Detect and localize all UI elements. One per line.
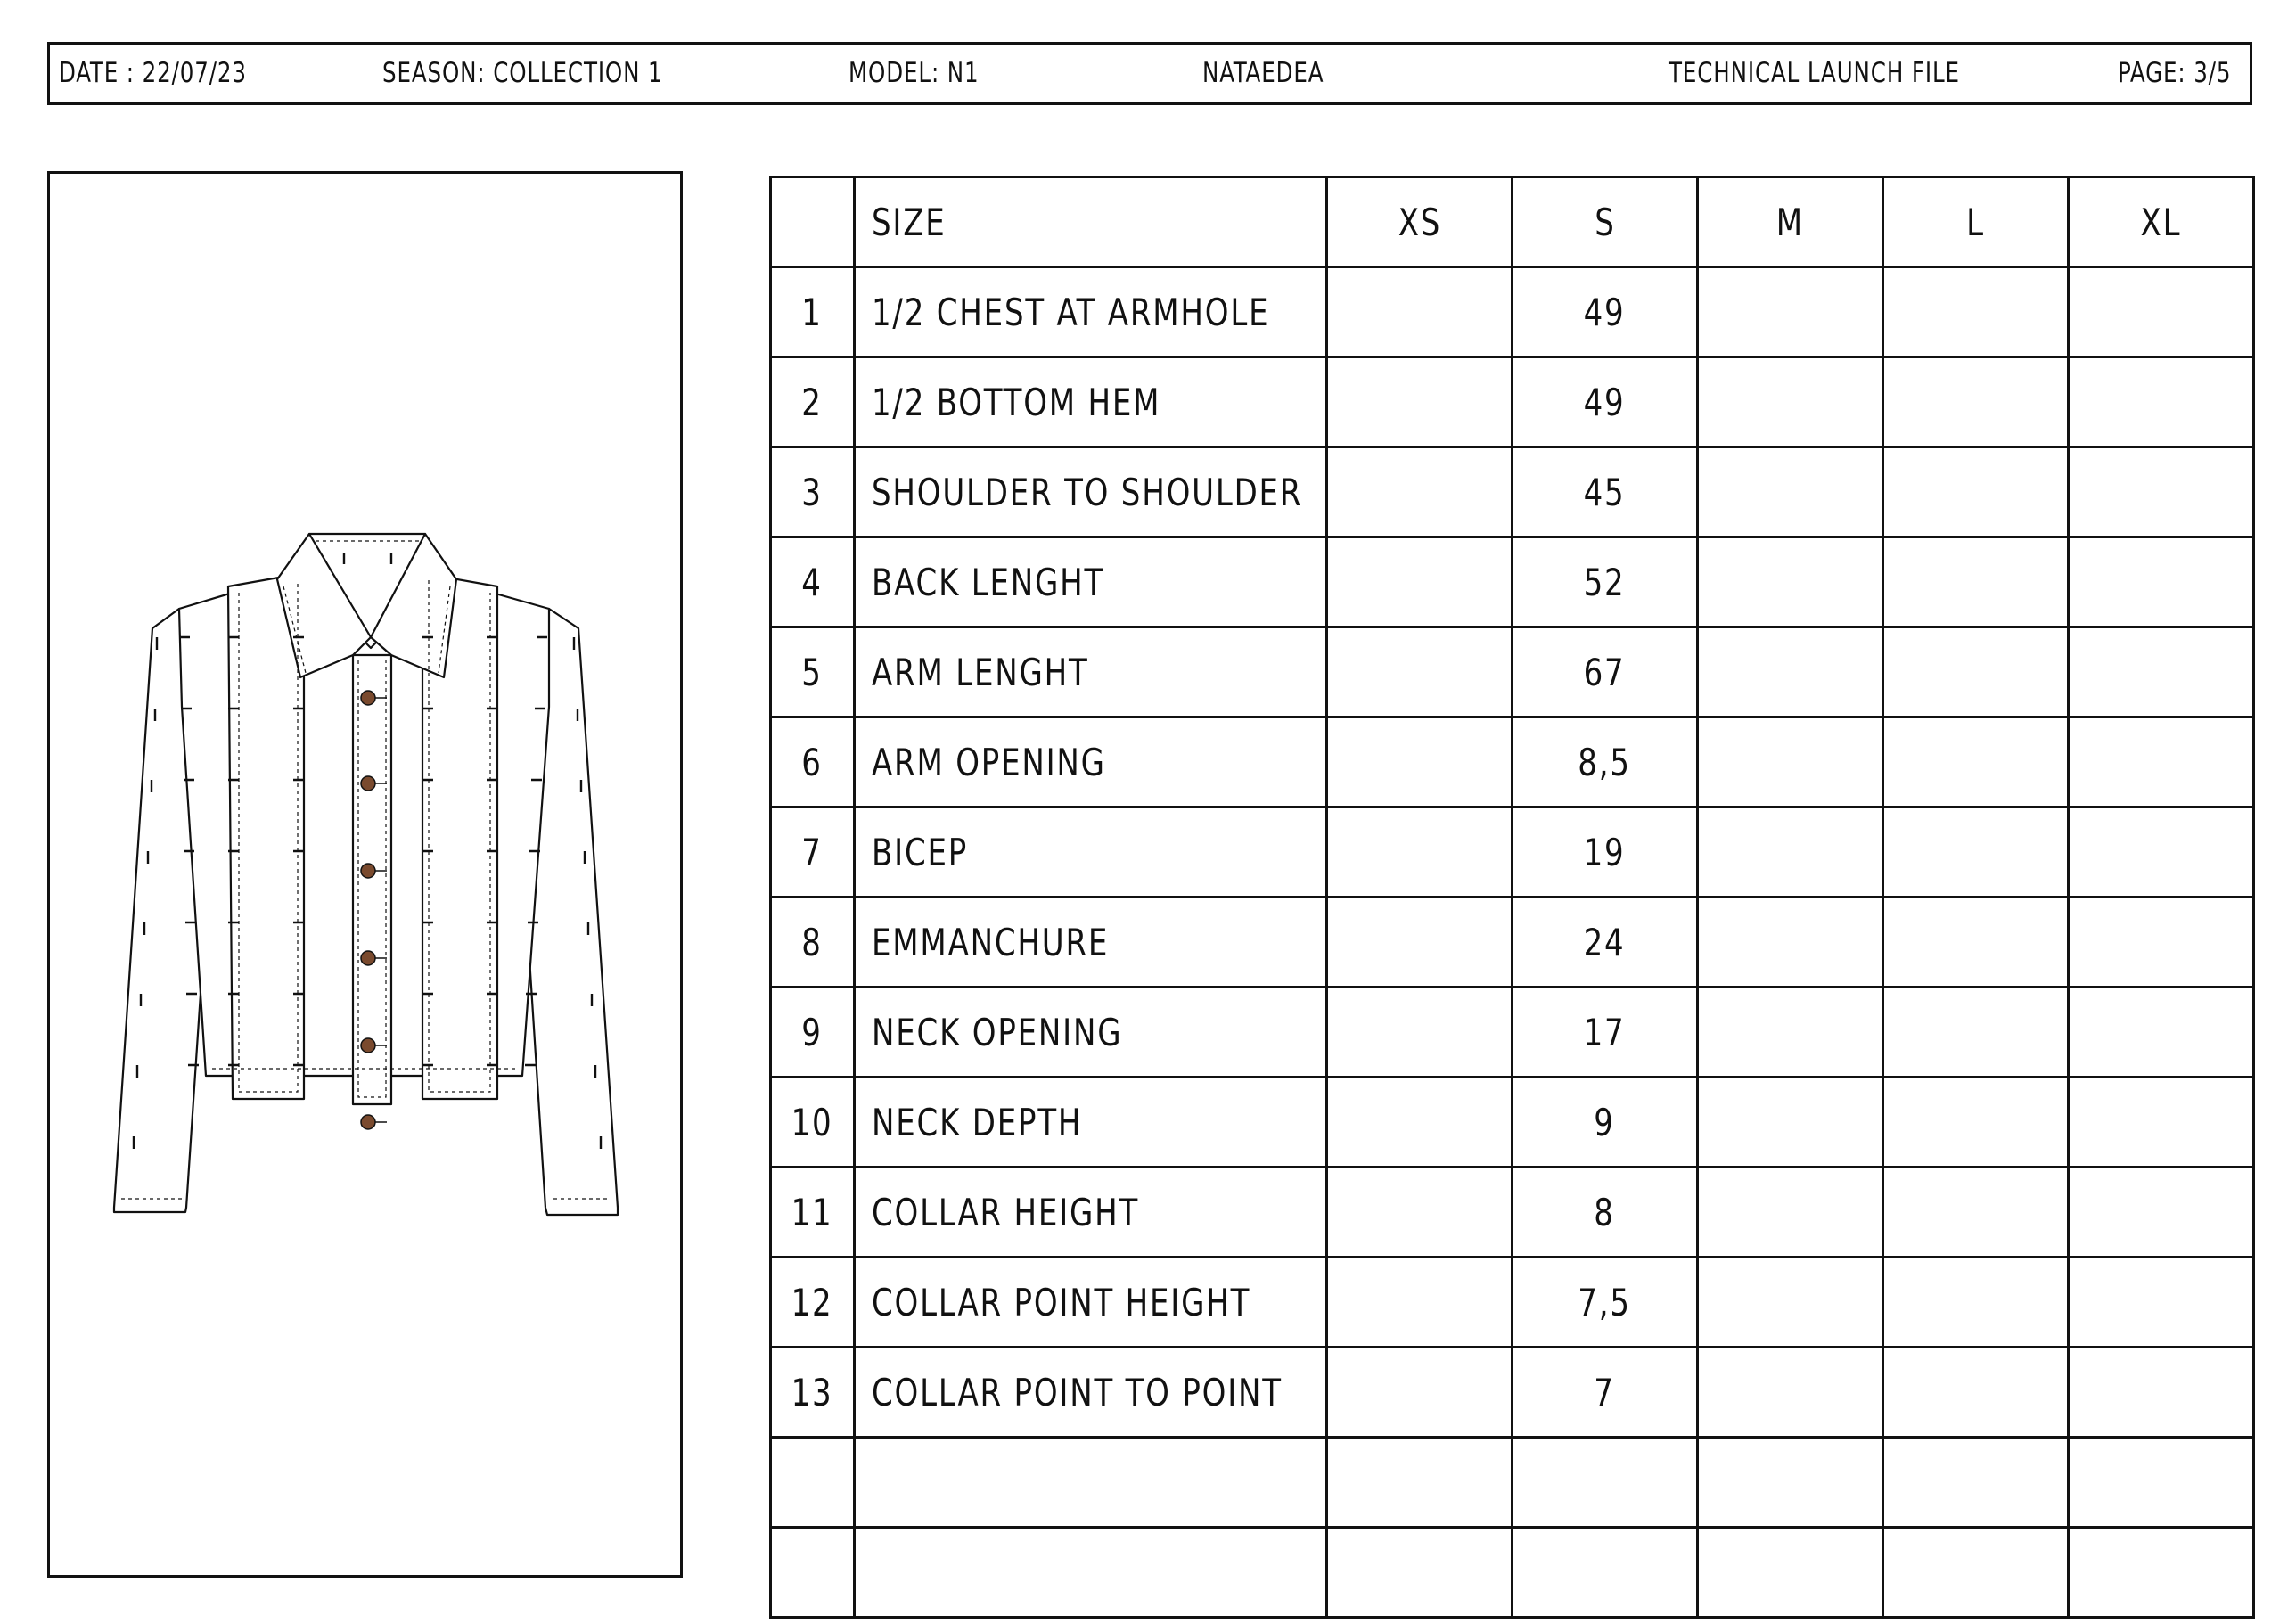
value-cell-m bbox=[1698, 1438, 1883, 1528]
header-model: MODEL: N1 bbox=[849, 57, 980, 89]
value-cell-l bbox=[1883, 1258, 2069, 1348]
value-cell-xl bbox=[2069, 717, 2254, 807]
row-number bbox=[771, 1438, 855, 1528]
value-cell-xl bbox=[2069, 537, 2254, 627]
value-cell-s: 49 bbox=[1513, 267, 1698, 357]
table-row bbox=[771, 357, 2254, 447]
value-cell-xl bbox=[2069, 988, 2254, 1078]
value-cell-l bbox=[1883, 537, 2069, 627]
table-row bbox=[771, 447, 2254, 537]
measurement-label: SHOULDER TO SHOULDER bbox=[855, 447, 1327, 537]
value-cell-l bbox=[1883, 447, 2069, 537]
value-cell-xl bbox=[2069, 267, 2254, 357]
value-cell-s bbox=[1513, 1528, 1698, 1618]
button-icon bbox=[361, 1038, 375, 1053]
row-number: 13 bbox=[771, 1348, 855, 1438]
value-cell-s: 67 bbox=[1513, 627, 1698, 717]
value-cell-xs bbox=[1327, 717, 1513, 807]
value-cell-s: 19 bbox=[1513, 807, 1698, 898]
value-cell-l bbox=[1883, 898, 2069, 988]
value-cell-s: 17 bbox=[1513, 988, 1698, 1078]
measurement-label bbox=[855, 1528, 1327, 1618]
measurement-label bbox=[855, 1438, 1327, 1528]
value-cell-s: 7 bbox=[1513, 1348, 1698, 1438]
table-row bbox=[771, 267, 2254, 357]
value-cell-xs bbox=[1327, 1528, 1513, 1618]
row-number: 10 bbox=[771, 1078, 855, 1168]
measurement-label: NECK DEPTH bbox=[855, 1078, 1327, 1168]
button-icon bbox=[361, 776, 375, 791]
button-icon bbox=[361, 951, 375, 965]
value-cell-xs bbox=[1327, 1348, 1513, 1438]
row-number: 9 bbox=[771, 988, 855, 1078]
left-front-panel bbox=[228, 573, 304, 1099]
table-row bbox=[771, 988, 2254, 1078]
value-cell-xs bbox=[1327, 1438, 1513, 1528]
value-cell-l bbox=[1883, 1438, 2069, 1528]
value-cell-l bbox=[1883, 1078, 2069, 1168]
header-season: SEASON: COLLECTION 1 bbox=[382, 57, 663, 89]
value-cell-s bbox=[1513, 1438, 1698, 1528]
value-cell-m bbox=[1698, 988, 1883, 1078]
measurement-label: COLLAR POINT HEIGHT bbox=[855, 1258, 1327, 1348]
value-cell-xl bbox=[2069, 1078, 2254, 1168]
value-cell-xl bbox=[2069, 1348, 2254, 1438]
row-number: 2 bbox=[771, 357, 855, 447]
value-cell-l bbox=[1883, 267, 2069, 357]
row-number: 3 bbox=[771, 447, 855, 537]
value-cell-m bbox=[1698, 627, 1883, 717]
table-row bbox=[771, 1438, 2254, 1528]
value-cell-xs bbox=[1327, 537, 1513, 627]
table-row bbox=[771, 717, 2254, 807]
measurement-label: BACK LENGHT bbox=[855, 537, 1327, 627]
table-row bbox=[771, 1528, 2254, 1618]
table-row bbox=[771, 1348, 2254, 1438]
table-row bbox=[771, 898, 2254, 988]
measurement-label: NECK OPENING bbox=[855, 988, 1327, 1078]
value-cell-m bbox=[1698, 1528, 1883, 1618]
value-cell-xs bbox=[1327, 807, 1513, 898]
value-cell-xl bbox=[2069, 898, 2254, 988]
header-page: PAGE: 3/5 bbox=[2118, 57, 2232, 89]
value-cell-xs bbox=[1327, 447, 1513, 537]
value-cell-xl bbox=[2069, 627, 2254, 717]
size-s-header: S bbox=[1513, 177, 1698, 267]
measurement-label: 1/2 BOTTOM HEM bbox=[855, 357, 1327, 447]
value-cell-xs bbox=[1327, 1258, 1513, 1348]
value-cell-s: 52 bbox=[1513, 537, 1698, 627]
value-cell-s: 8 bbox=[1513, 1168, 1698, 1258]
measurement-label: COLLAR POINT TO POINT bbox=[855, 1348, 1327, 1438]
button-icon bbox=[361, 864, 375, 878]
table-row bbox=[771, 537, 2254, 627]
value-cell-xl bbox=[2069, 447, 2254, 537]
value-cell-m bbox=[1698, 537, 1883, 627]
value-cell-xs bbox=[1327, 627, 1513, 717]
value-cell-xl bbox=[2069, 1438, 2254, 1528]
value-cell-xs bbox=[1327, 357, 1513, 447]
header-bar bbox=[47, 42, 2252, 105]
value-cell-l bbox=[1883, 1348, 2069, 1438]
value-cell-m bbox=[1698, 1258, 1883, 1348]
value-cell-m bbox=[1698, 807, 1883, 898]
value-cell-xl bbox=[2069, 1528, 2254, 1618]
value-cell-l bbox=[1883, 988, 2069, 1078]
measurement-spec-table bbox=[769, 176, 2255, 1619]
value-cell-m bbox=[1698, 717, 1883, 807]
row-number: 5 bbox=[771, 627, 855, 717]
value-cell-xl bbox=[2069, 357, 2254, 447]
value-cell-xs bbox=[1327, 898, 1513, 988]
value-cell-s: 45 bbox=[1513, 447, 1698, 537]
value-cell-m bbox=[1698, 1348, 1883, 1438]
value-cell-m bbox=[1698, 898, 1883, 988]
value-cell-m bbox=[1698, 357, 1883, 447]
row-number: 8 bbox=[771, 898, 855, 988]
measurement-label: 1/2 CHEST AT ARMHOLE bbox=[855, 267, 1327, 357]
table-row bbox=[771, 1168, 2254, 1258]
center-placket bbox=[353, 655, 391, 1104]
row-number: 11 bbox=[771, 1168, 855, 1258]
size-xs-header: XS bbox=[1327, 177, 1513, 267]
value-cell-s: 7,5 bbox=[1513, 1258, 1698, 1348]
measurement-label: COLLAR HEIGHT bbox=[855, 1168, 1327, 1258]
row-number: 1 bbox=[771, 267, 855, 357]
measurement-label: BICEP bbox=[855, 807, 1327, 898]
corner-cell bbox=[771, 177, 855, 267]
value-cell-l bbox=[1883, 357, 2069, 447]
value-cell-xl bbox=[2069, 1258, 2254, 1348]
size-m-header: M bbox=[1698, 177, 1883, 267]
value-cell-l bbox=[1883, 1168, 2069, 1258]
row-number: 6 bbox=[771, 717, 855, 807]
value-cell-l bbox=[1883, 807, 2069, 898]
button-icon bbox=[361, 691, 375, 705]
size-xl-header: XL bbox=[2069, 177, 2254, 267]
value-cell-xs bbox=[1327, 1078, 1513, 1168]
value-cell-l bbox=[1883, 627, 2069, 717]
value-cell-m bbox=[1698, 267, 1883, 357]
spec-table-body bbox=[771, 267, 2254, 1618]
table-row bbox=[771, 627, 2254, 717]
size-header-label: SIZE bbox=[855, 177, 1327, 267]
table-row bbox=[771, 1258, 2254, 1348]
header-date: DATE : 22/07/23 bbox=[59, 57, 247, 89]
value-cell-xs bbox=[1327, 267, 1513, 357]
table-row bbox=[771, 1078, 2254, 1168]
garment-sketch-panel bbox=[47, 171, 683, 1578]
button-icon bbox=[361, 1115, 375, 1129]
header-doc-type: TECHNICAL LAUNCH FILE bbox=[1669, 57, 1960, 89]
size-header-row bbox=[771, 177, 2254, 267]
value-cell-l bbox=[1883, 1528, 2069, 1618]
measurement-label: ARM OPENING bbox=[855, 717, 1327, 807]
value-cell-m bbox=[1698, 1168, 1883, 1258]
row-number: 7 bbox=[771, 807, 855, 898]
value-cell-s: 9 bbox=[1513, 1078, 1698, 1168]
value-cell-m bbox=[1698, 447, 1883, 537]
jacket-flat-sketch bbox=[50, 174, 680, 1575]
row-number bbox=[771, 1528, 855, 1618]
value-cell-xs bbox=[1327, 1168, 1513, 1258]
value-cell-m bbox=[1698, 1078, 1883, 1168]
value-cell-s: 8,5 bbox=[1513, 717, 1698, 807]
size-l-header: L bbox=[1883, 177, 2069, 267]
value-cell-xs bbox=[1327, 988, 1513, 1078]
table-row bbox=[771, 807, 2254, 898]
measurement-label: EMMANCHURE bbox=[855, 898, 1327, 988]
value-cell-s: 49 bbox=[1513, 357, 1698, 447]
header-brand: NATAEDEA bbox=[1202, 57, 1324, 89]
value-cell-xl bbox=[2069, 807, 2254, 898]
value-cell-xl bbox=[2069, 1168, 2254, 1258]
value-cell-s: 24 bbox=[1513, 898, 1698, 988]
row-number: 12 bbox=[771, 1258, 855, 1348]
row-number: 4 bbox=[771, 537, 855, 627]
measurement-label: ARM LENGHT bbox=[855, 627, 1327, 717]
value-cell-l bbox=[1883, 717, 2069, 807]
